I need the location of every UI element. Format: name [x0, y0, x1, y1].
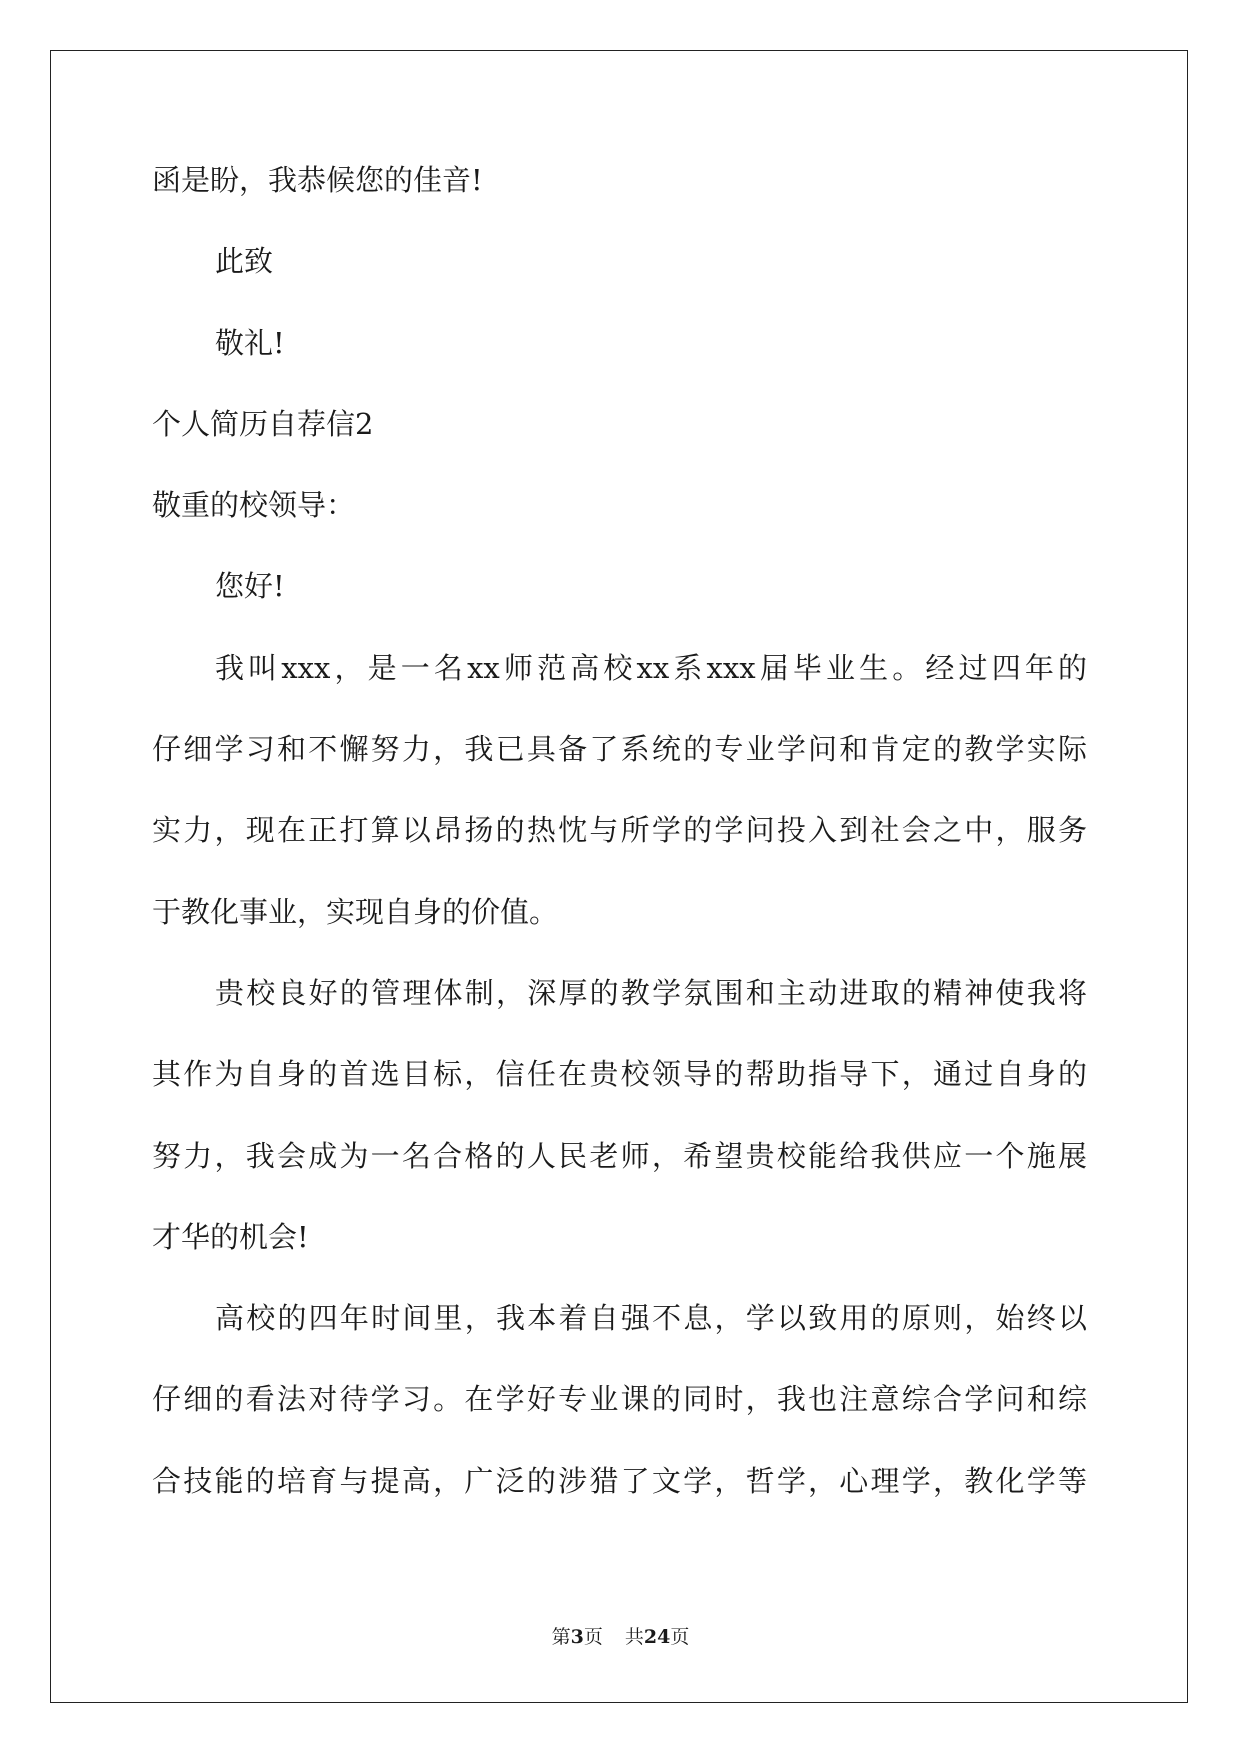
text-line: 仔细的看法对待学习。在学好专业课的同时，我也注意综合学问和综 — [152, 1382, 1087, 1417]
text-line: 函是盼，我恭候您的佳音! — [152, 163, 483, 197]
text-line: 此致 — [215, 244, 274, 279]
text-line: 其作为自身的首选目标，信任在贵校领导的帮助指导下，通过自身的 — [152, 1057, 1087, 1092]
text-line: 努力，我会成为一名合格的人民老师，希望贵校能给我供应一个施展 — [152, 1138, 1087, 1173]
text-line: 高校的四年时间里，我本着自强不息，学以致用的原则，始终以 — [215, 1301, 1087, 1336]
text-line: 贵校良好的管理体制，深厚的教学氛围和主动进取的精神使我将 — [215, 975, 1087, 1010]
greeting: 您好! — [215, 569, 285, 604]
section-title: 个人简历自荐信2 — [152, 406, 374, 441]
page-footer — [0, 1622, 1241, 1649]
page-number: 3 — [570, 1626, 584, 1648]
text-line: 才华的机会! — [152, 1219, 309, 1254]
page-prefix: 第 — [551, 1626, 571, 1648]
document-body — [152, 162, 1087, 1544]
text-line: 于教化事业，实现自身的价值。 — [152, 894, 559, 929]
text-line: 仔细学习和不懈努力，我已具备了系统的专业学问和肯定的教学实际 — [152, 732, 1087, 767]
page-suffix: 页 — [583, 1626, 603, 1648]
total-suffix: 页 — [670, 1626, 690, 1648]
total-pages: 24 — [643, 1626, 671, 1648]
text-line: 合技能的培育与提高，广泛的涉猎了文学，哲学，心理学，教化学等 — [152, 1463, 1087, 1498]
text-line: 实力，现在正打算以昂扬的热忱与所学的学问投入到社会之中，服务 — [152, 813, 1087, 848]
text-line: 我叫xxx，是一名xx师范高校xx系xxx届毕业生。经过四年的 — [215, 650, 1087, 685]
text-line: 敬礼! — [215, 325, 285, 360]
total-prefix: 共 — [624, 1626, 644, 1648]
salutation: 敬重的校领导： — [152, 488, 356, 523]
